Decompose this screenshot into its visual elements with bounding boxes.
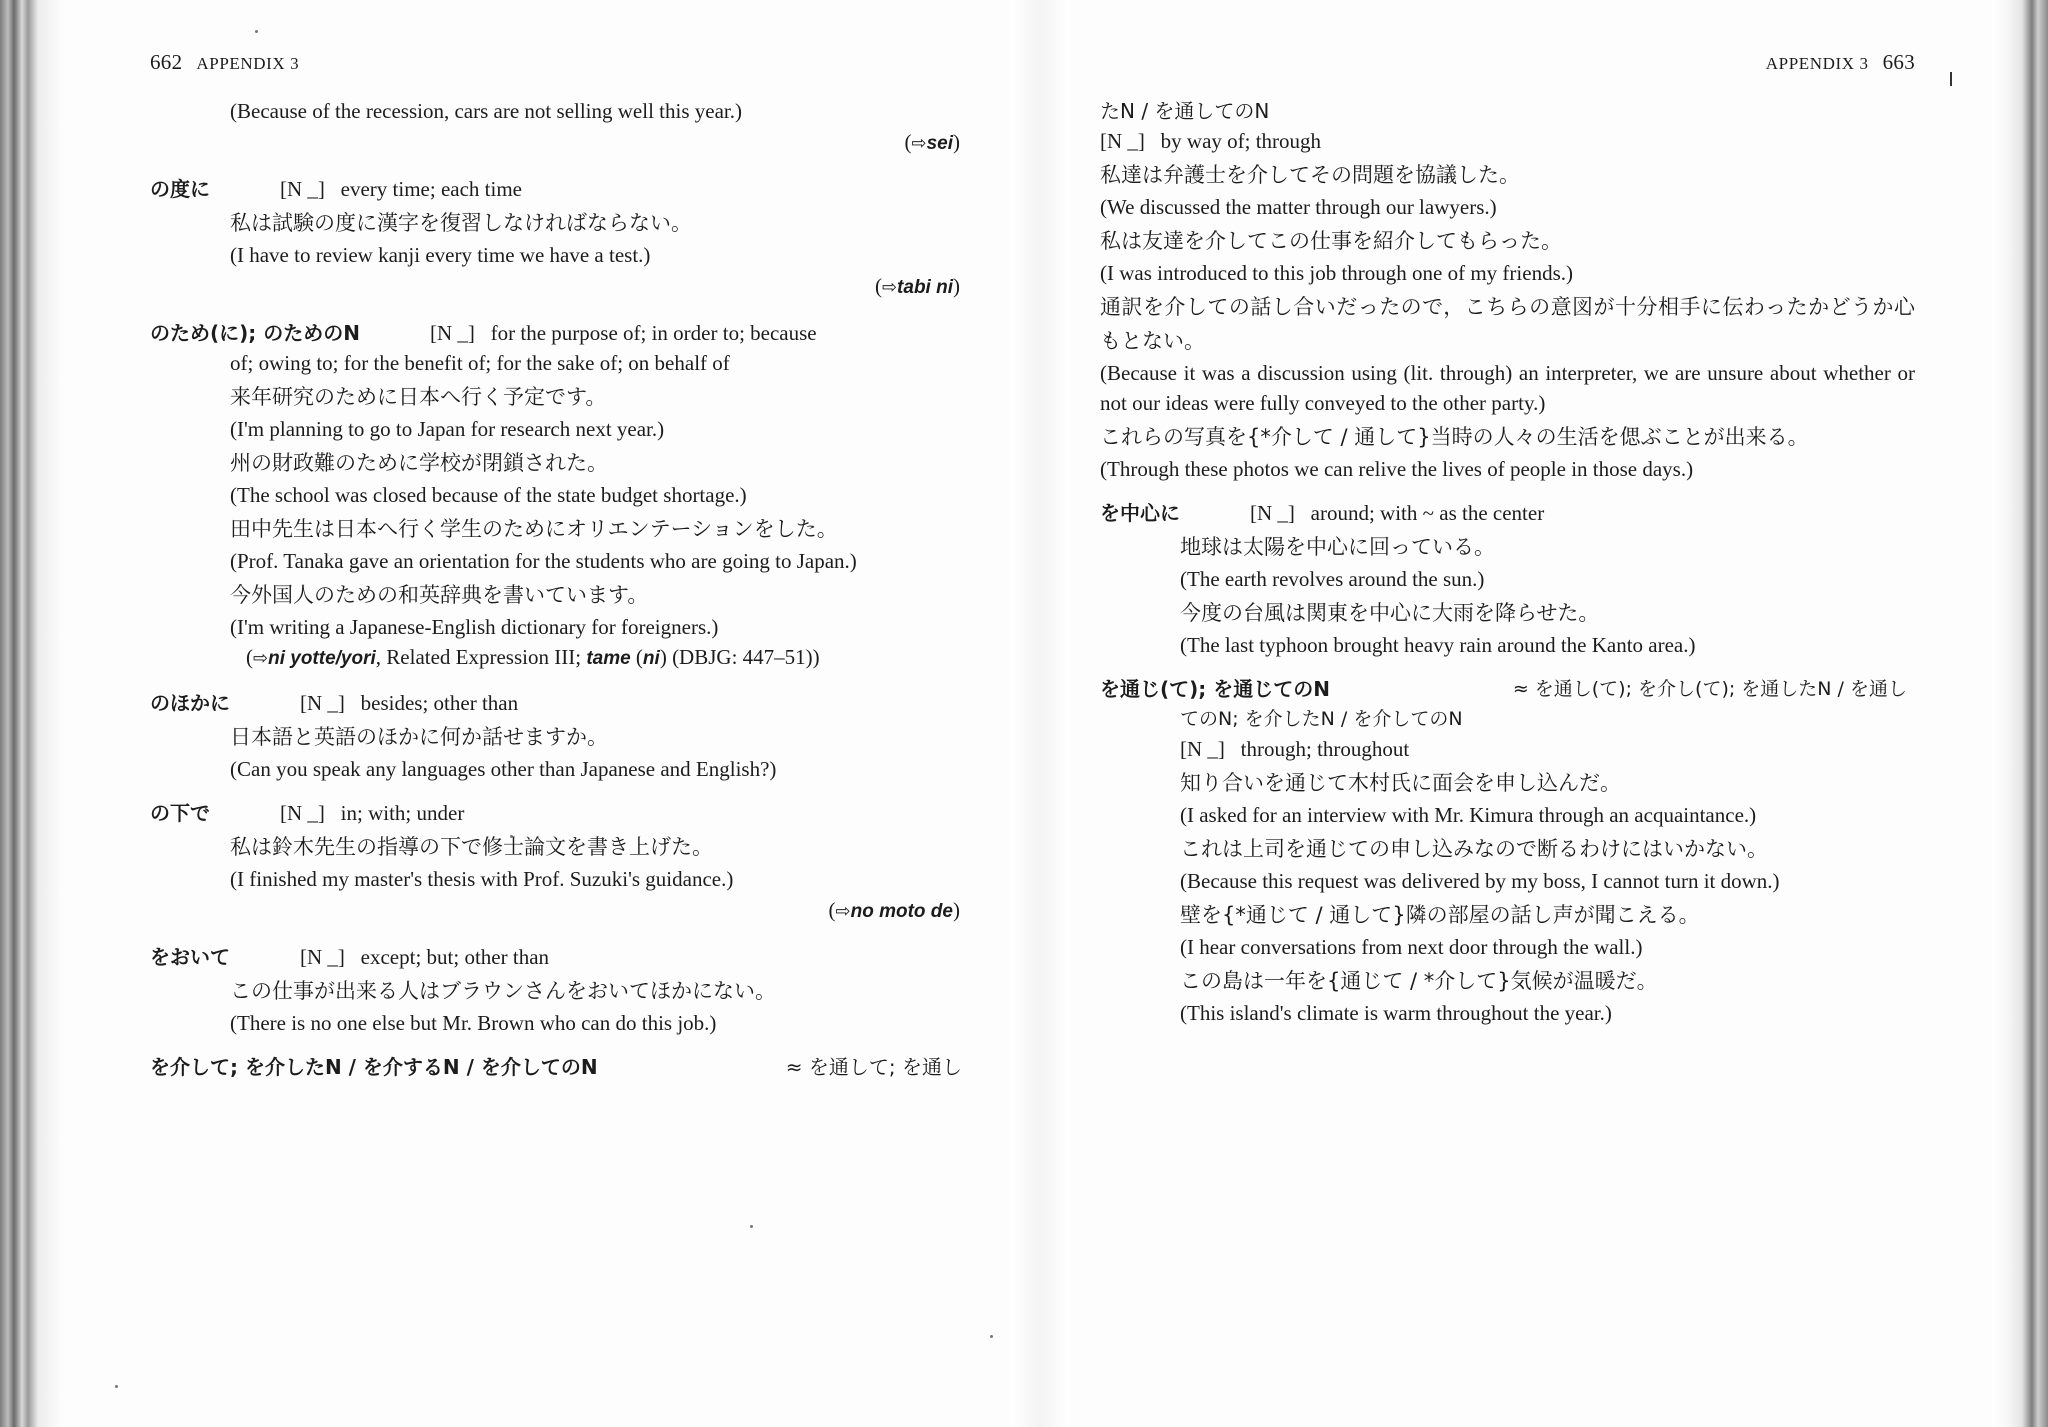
example-en: (Because this request was delivered by my boss, I cannot turn it down.): [1180, 869, 1780, 893]
headword: のため(に); のためのN: [150, 321, 360, 345]
running-head-label: APPENDIX 3: [196, 54, 300, 73]
headword-continued: たN / を通してのN: [1100, 99, 1270, 123]
example-en: (Can you speak any languages other than Japanese and English?): [230, 757, 777, 781]
example-en: (Because it was a discussion using (lit. through) an interpreter, we are unsure about whether or not our ideas were fully conveyed to the other party.): [1100, 361, 1915, 415]
example-en: (I asked for an interview with Mr. Kimura through an acquaintance.): [1180, 803, 1757, 827]
gloss: every time; each time: [340, 177, 522, 201]
grammar-pattern: [N _]: [429, 321, 475, 345]
example-jp: 私は友達を介してこの仕事を紹介してもらった。: [1100, 229, 1562, 253]
dictionary-entry: [150, 318, 970, 674]
example-en: (We discussed the matter through our lawyers.): [1100, 195, 1497, 219]
arrow-icon: ⇨: [881, 277, 898, 298]
book-gutter: [1010, 0, 1070, 1427]
headword: をおいて: [150, 945, 230, 969]
example-en: (I'm writing a Japanese-English dictionary for foreigners.): [230, 615, 719, 639]
example-jp: 通訳を介しての話し合いだったので，こちらの意図が十分相手に伝わったかどうか心もとない。: [1100, 295, 1915, 353]
example-jp: 来年研究のために日本へ行く予定です。: [230, 385, 607, 409]
left-running-head: [150, 50, 299, 75]
synonym-note: ≈ を通し(て); を介し(て); を通したN / を通し: [1512, 678, 1907, 700]
grammar-pattern: [N _]: [300, 945, 345, 969]
example-jp: 知り合いを通じて木村氏に面会を申し込んだ。: [1180, 771, 1621, 795]
headword: を中心に: [1100, 501, 1180, 525]
page-number: 663: [1882, 50, 1915, 74]
example-en: (I finished my master's thesis with Prof. Suzuki's guidance.): [230, 867, 734, 891]
example-en: (There is no one else but Mr. Brown who can do this job.): [230, 1011, 717, 1035]
example-en: (This island's climate is warm throughout the year.): [1180, 1001, 1612, 1025]
xref-term: ni: [642, 648, 660, 669]
example-jp: 私達は弁護士を介してその問題を協議した。: [1100, 163, 1520, 187]
grammar-pattern: [N _]: [1180, 737, 1225, 761]
arrow-icon: ⇨: [253, 648, 269, 669]
dictionary-entry: [150, 688, 970, 784]
synonym-note: ≈ を通して; を通し: [785, 1055, 962, 1079]
grammar-pattern: [N _]: [280, 177, 325, 201]
example-jp: 田中先生は日本へ行く学生のためにオリエンテーションをした。: [230, 517, 838, 541]
page-number: 662: [150, 50, 183, 74]
example-jp: 壁を{*通じて / 通して}隣の部屋の話し声が聞こえる。: [1180, 903, 1700, 927]
example-jp: これらの写真を{*介して / 通して}当時の人々の生活を偲ぶことが出来る。: [1100, 425, 1809, 449]
example-jp: 今度の台風は関東を中心に大雨を降らせた。: [1180, 601, 1600, 625]
example-en: (I'm planning to go to Japan for research next year.): [230, 417, 665, 441]
right-page: [1100, 0, 1915, 1427]
headword: の度に: [150, 177, 210, 201]
xref-text: (DBJG: 447–51)): [666, 645, 820, 669]
synonym-note-continued: てのN; を介したN / を介してのN: [1180, 708, 1463, 730]
right-running-head: [1766, 50, 1915, 75]
example-en: (I hear conversations from next door through the wall.): [1180, 935, 1643, 959]
example-jp: 私は試験の度に漢字を復習しなければならない。: [230, 211, 692, 235]
example-en: (The last typhoon brought heavy rain around the Kanto area.): [1180, 633, 1696, 657]
gloss: by way of; through: [1160, 129, 1322, 153]
example-en: (Through these photos we can relive the lives of people in those days.): [1100, 457, 1694, 481]
grammar-pattern: [N _]: [1250, 501, 1295, 525]
right-page-body: [1100, 96, 1915, 1028]
example-en: (Because of the recession, cars are not selling well this year.): [230, 99, 742, 123]
xref-text: , Related Expression III;: [375, 645, 587, 669]
dictionary-entry: [1100, 674, 1915, 1028]
gloss: through; throughout: [1240, 737, 1410, 761]
running-head-label: APPENDIX 3: [1765, 54, 1869, 73]
arrow-icon: ⇨: [911, 133, 927, 154]
xref-term: no moto de: [850, 901, 953, 922]
example-jp: 地球は太陽を中心に回っている。: [1180, 535, 1495, 559]
example-jp: この仕事が出来る人はブラウンさんをおいてほかにない。: [230, 979, 776, 1003]
gloss: in; with; under: [340, 801, 465, 825]
cross-reference: (⇨sei): [904, 130, 960, 154]
dictionary-entry: [150, 1052, 970, 1082]
example-en: (I was introduced to this job through one of my friends.): [1100, 261, 1573, 285]
example-en: (The school was closed because of the state budget shortage.): [230, 483, 747, 507]
example-jp: 州の財政難のために学校が閉鎖された。: [230, 451, 608, 475]
example-en: (The earth revolves around the sun.): [1180, 567, 1485, 591]
dictionary-entry: [150, 798, 970, 928]
example-en: (Prof. Tanaka gave an orientation for the students who are going to Japan.): [230, 549, 857, 573]
grammar-pattern: [N _]: [1100, 129, 1145, 153]
example-jp: 私は鈴木先生の指導の下で修士論文を書き上げた。: [230, 835, 713, 859]
headword: のほかに: [150, 691, 230, 715]
headword: の下で: [150, 801, 210, 825]
cross-reference: (⇨ni yotte/yori, Related Expression III; tame (ni) (DBJG: 447–51)): [246, 645, 820, 669]
scan-speck: [115, 1385, 118, 1388]
scan-shadow-left: [0, 0, 60, 1427]
example-en: (I have to review kanji every time we have a test.): [230, 243, 651, 267]
example-jp: 今外国人のための和英辞典を書いています。: [230, 583, 649, 607]
cross-reference: (⇨tabi ni): [874, 274, 960, 298]
xref-term: tabi ni: [897, 277, 953, 298]
example-jp: これは上司を通じての申し込みなので断るわけにはいかない。: [1180, 837, 1768, 861]
grammar-pattern: [N _]: [280, 801, 325, 825]
arrow-icon: ⇨: [835, 901, 851, 922]
left-page-body: [150, 96, 970, 1082]
cross-reference: (⇨no moto de): [828, 898, 960, 922]
left-page: [150, 0, 970, 1427]
example-jp: 日本語と英語のほかに何か話せますか。: [230, 725, 608, 749]
dictionary-entry: [1100, 498, 1915, 660]
grammar-pattern: [N _]: [300, 691, 345, 715]
continued-entry: [150, 96, 970, 160]
margin-mark: [1950, 72, 1952, 86]
scan-shadow-right: [1992, 0, 2048, 1427]
xref-term: sei: [926, 133, 953, 154]
gloss: except; but; other than: [360, 945, 550, 969]
xref-term: ni yotte/yori: [268, 648, 376, 669]
dictionary-entry: [150, 174, 970, 304]
example-jp: この島は一年を{通じて / *介して}気候が温暖だ。: [1180, 969, 1658, 993]
xref-term: tame: [586, 648, 631, 669]
gloss-continued: of; owing to; for the benefit of; for the sake of; on behalf of: [230, 351, 730, 375]
gloss: for the purpose of; in order to; because: [490, 321, 817, 345]
gloss: besides; other than: [360, 691, 519, 715]
headword: を通じ(て); を通じてのN: [1100, 677, 1330, 701]
gloss: around; with ~ as the center: [1310, 501, 1545, 525]
continued-entry: [1100, 96, 1915, 484]
scan-speck: [990, 1335, 993, 1338]
headword: を介して; を介したN / を介するN / を介してのN: [150, 1055, 598, 1079]
dictionary-entry: [150, 942, 970, 1038]
